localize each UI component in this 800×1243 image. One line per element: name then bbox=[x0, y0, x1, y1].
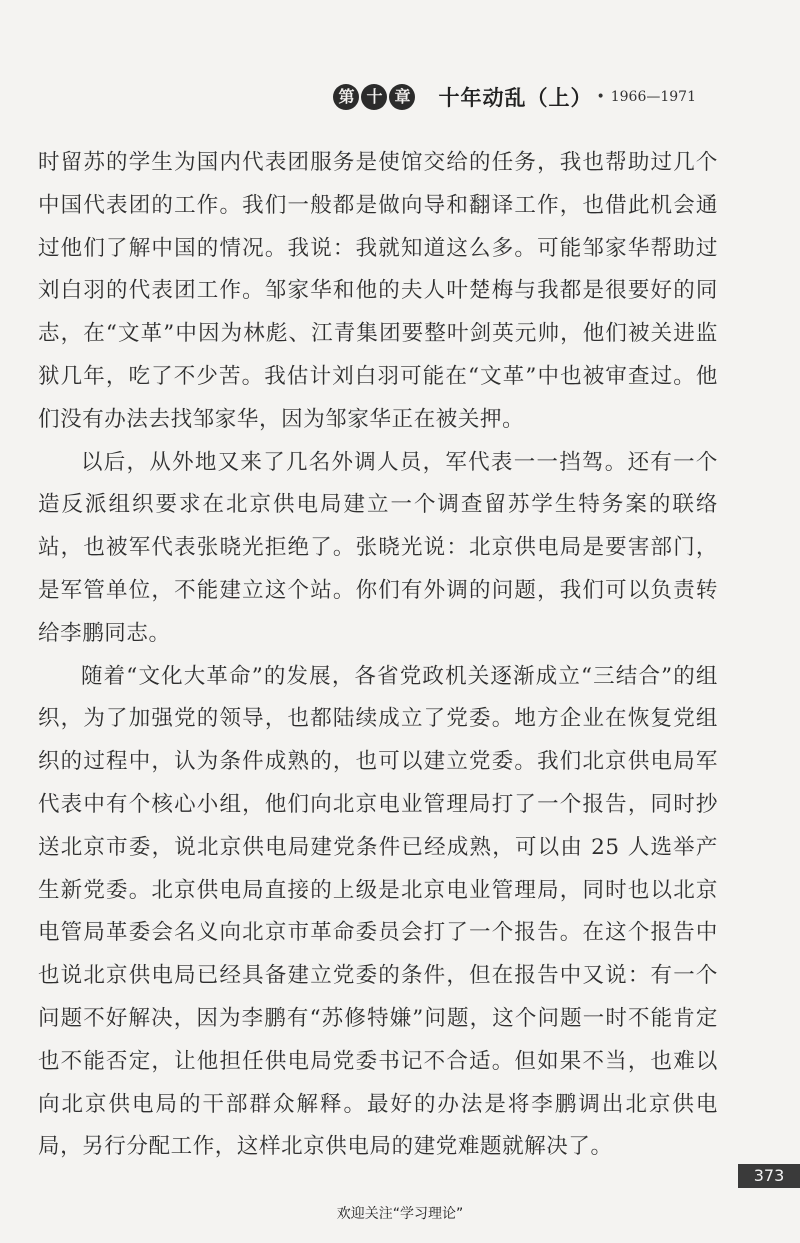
paragraph-3: 随着“文化大革命”的发展，各省党政机关逐渐成立“三结合”的组织，为了加强党的领导，也都陆续成立了党委。地方企业在恢复党组织的过程中，认为条件成熟的，也可以建立党委。我们北京供电局军代表中有个核心小组，他们向北京电业管理局打了一个报告，同时抄送北京市委，说北京供电局建党条件已经成熟，可以由 25 人选举产生新党委。北京供电局直接的上级是北京电业管理局，同时也以北京电管局革委会名义向北京市革命委员会打了一个报告。在这个报告中也说北京供电局已经具备建立党委的条件，但在报告中又说：有一个问题不好解决，因为李鹏有“苏修特嫌”问题，这个问题一时不能肯定也不能否定，让他担任供电局党委书记不合适。但如果不当，也难以向北京供电局的干部群众解释。最好的办法是将李鹏调出北京供电局，另行分配工作，这样北京供电局的建党难题就解决了。 bbox=[38, 663, 718, 1160]
chapter-prefix: 第 bbox=[333, 84, 359, 110]
paragraph-2: 以后，从外地又来了几名外调人员，军代表一一挡驾。还有一个造反派组织要求在北京供电局建立一个调查留苏学生特务案的联络站，也被军代表张晓光拒绝了。张晓光说：北京供电局是要害部门，是军管单位，不能建立这个站。你们有外调的问题，我们可以负责转给李鹏同志。 bbox=[38, 449, 718, 646]
header-separator: • bbox=[596, 89, 605, 105]
footer-note: 欢迎关注“学习理论” bbox=[336, 1206, 464, 1222]
paragraph-1: 时留苏的学生为国内代表团服务是使馆交给的任务，我也帮助过几个中国代表团的工作。我们一般都是做向导和翻译工作，也借此机会通过他们了解中国的情况。我说：我就知道这么多。可能邹家华帮助过刘白羽的代表团工作。邹家华和他的夫人叶楚梅与我都是很要好的同志，在“文革”中因为林彪、江青集团要整叶剑英元帅，他们被关进监狱几年，吃了不少苦。我估计刘白羽可能在“文革”中也被审查过。他们没有办法去找邹家华，因为邹家华正在被关押。 bbox=[38, 150, 718, 432]
chapter-title: 十年动乱（上） bbox=[438, 85, 593, 110]
chapter-badge bbox=[332, 84, 416, 110]
chapter-suffix: 章 bbox=[389, 84, 415, 110]
chapter-years: 1966—1971 bbox=[610, 89, 696, 105]
chapter-number: 十 bbox=[361, 84, 387, 110]
page-number: 373 bbox=[738, 1164, 800, 1188]
running-header bbox=[332, 80, 696, 114]
body-text bbox=[38, 142, 718, 1169]
